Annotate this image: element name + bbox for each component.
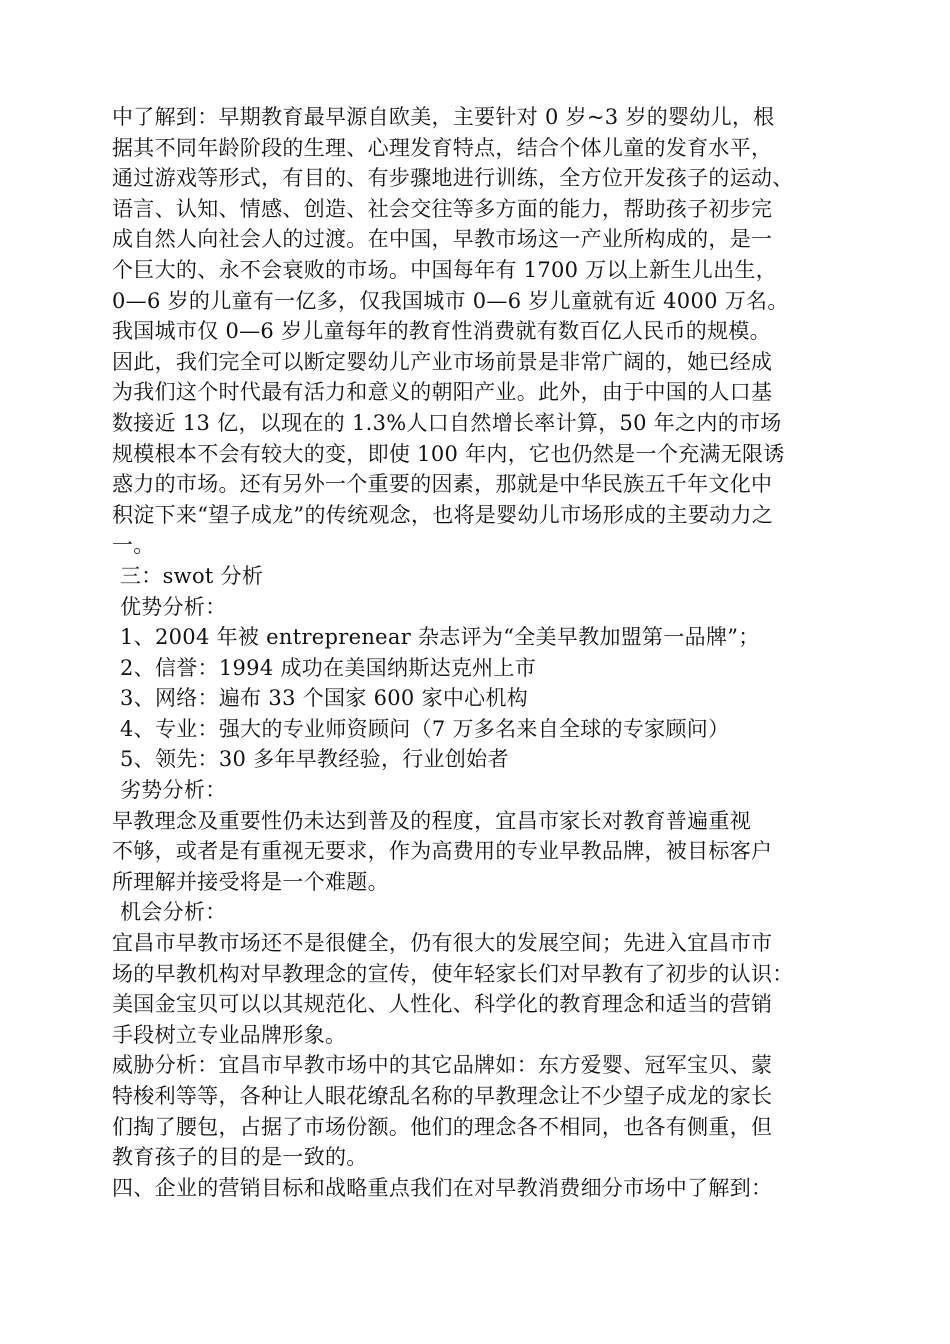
paragraph-line: 数接近 13 亿，以现在的 1.3%人口自然增长率计算，50 年之内的市场 [112, 410, 782, 435]
paragraph-line: 特梭利等等，各种让人眼花缭乱名称的早教理念让不少望子成龙的家长 [112, 1084, 773, 1108]
paragraph-line: 语言、认知、情感、创造、社会交往等多方面的能力，帮助孩子初步完 [112, 196, 773, 221]
paragraph-line: 中了解到：早期教育最早源自欧美，主要针对 0 岁~3 岁的婴幼儿，根 [112, 105, 775, 129]
paragraph-line: 宜昌市早教市场还不是很健全，仍有很大的发展空间；先进入宜昌市市 [112, 931, 773, 956]
paragraph-line: 据其不同年龄阶段的生理、心理发育特点，结合个体儿童的发育水平， [112, 135, 773, 160]
subsection-heading: 机会分析： [120, 900, 227, 925]
paragraph-line: 惑力的市场。还有另外一个重要的因素，那就是中华民族五千年文化中 [112, 472, 773, 497]
paragraph-line: 教育孩子的目的是一致的。 [112, 1145, 368, 1170]
paragraph-line: 个巨大的、永不会衰败的市场。中国每年有 1700 万以上新生儿出生， [112, 257, 777, 282]
paragraph-line: 不够，或者是有重视无要求，作为高费用的专业早教品牌，被目标客户 [112, 839, 773, 864]
section-heading: 四、企业的营销目标和战略重点我们在对早教消费细分市场中了解到： [112, 1175, 773, 1200]
paragraph-line: 们掏了腰包，占据了市场份额。他们的理念各不相同，也各有侧重，但 [112, 1114, 773, 1139]
list-item: 1、2004 年被 entreprenear 杂志评为“全美早教加盟第一品牌”； [120, 625, 760, 650]
paragraph-line: 因此，我们完全可以断定婴幼儿产业市场前景是非常广阔的，她已经成 [112, 349, 773, 374]
paragraph-line: 所理解并接受将是一个难题。 [112, 869, 389, 894]
paragraph-line: 规模根本不会有较大的变，即使 100 年内，它也仍然是一个充满无限诱 [112, 441, 785, 466]
list-item: 4、专业：强大的专业师资顾问（7 万多名来自全球的专家顾问） [120, 716, 730, 741]
list-item: 3、网络：遍布 33 个国家 600 家中心机构 [120, 686, 529, 711]
list-item: 5、领先：30 多年早教经验，行业创始者 [120, 747, 509, 772]
paragraph-line: 为我们这个时代最有活力和意义的朝阳产业。此外，由于中国的人口基 [112, 380, 773, 405]
paragraph-line: 美国金宝贝可以以其规范化、人性化、科学化的教育理念和适当的营销 [112, 992, 773, 1017]
paragraph-line: 0—6 岁的儿童有一亿多，仅我国城市 0—6 岁儿童就有近 4000 万名。 [112, 288, 789, 313]
paragraph-line: 威胁分析：宜昌市早教市场中的其它品牌如：东方爱婴、冠军宝贝、蒙 [112, 1053, 773, 1078]
paragraph-line: 积淀下来“望子成龙”的传统观念，也将是婴幼儿市场形成的主要动力之 [112, 502, 774, 527]
paragraph-line: 通过游戏等形式，有目的、有步骤地进行训练，全方位开发孩子的运动、 [112, 166, 794, 191]
paragraph-line: 一。 [112, 533, 155, 558]
paragraph-line: 我国城市仅 0—6 岁儿童每年的教育性消费就有数百亿人民币的规模。 [112, 319, 771, 344]
paragraph-line: 手段树立专业品牌形象。 [112, 1022, 347, 1047]
list-item: 2、信誉：1994 成功在美国纳斯达克州上市 [120, 655, 537, 680]
subsection-heading: 优势分析： [120, 594, 227, 619]
paragraph-line: 场的早教机构对早教理念的宣传，使年轻家长们对早教有了初步的认识： [112, 961, 794, 986]
paragraph-line: 成自然人向社会人的过渡。在中国，早教市场这一产业所构成的，是一 [112, 227, 773, 252]
section-heading: 三：swot 分析 [120, 563, 264, 588]
subsection-heading: 劣势分析： [120, 778, 227, 803]
document-body [112, 102, 842, 1203]
paragraph-line: 早教理念及重要性仍未达到普及的程度，宜昌市家长对教育普遍重视 [112, 808, 751, 833]
